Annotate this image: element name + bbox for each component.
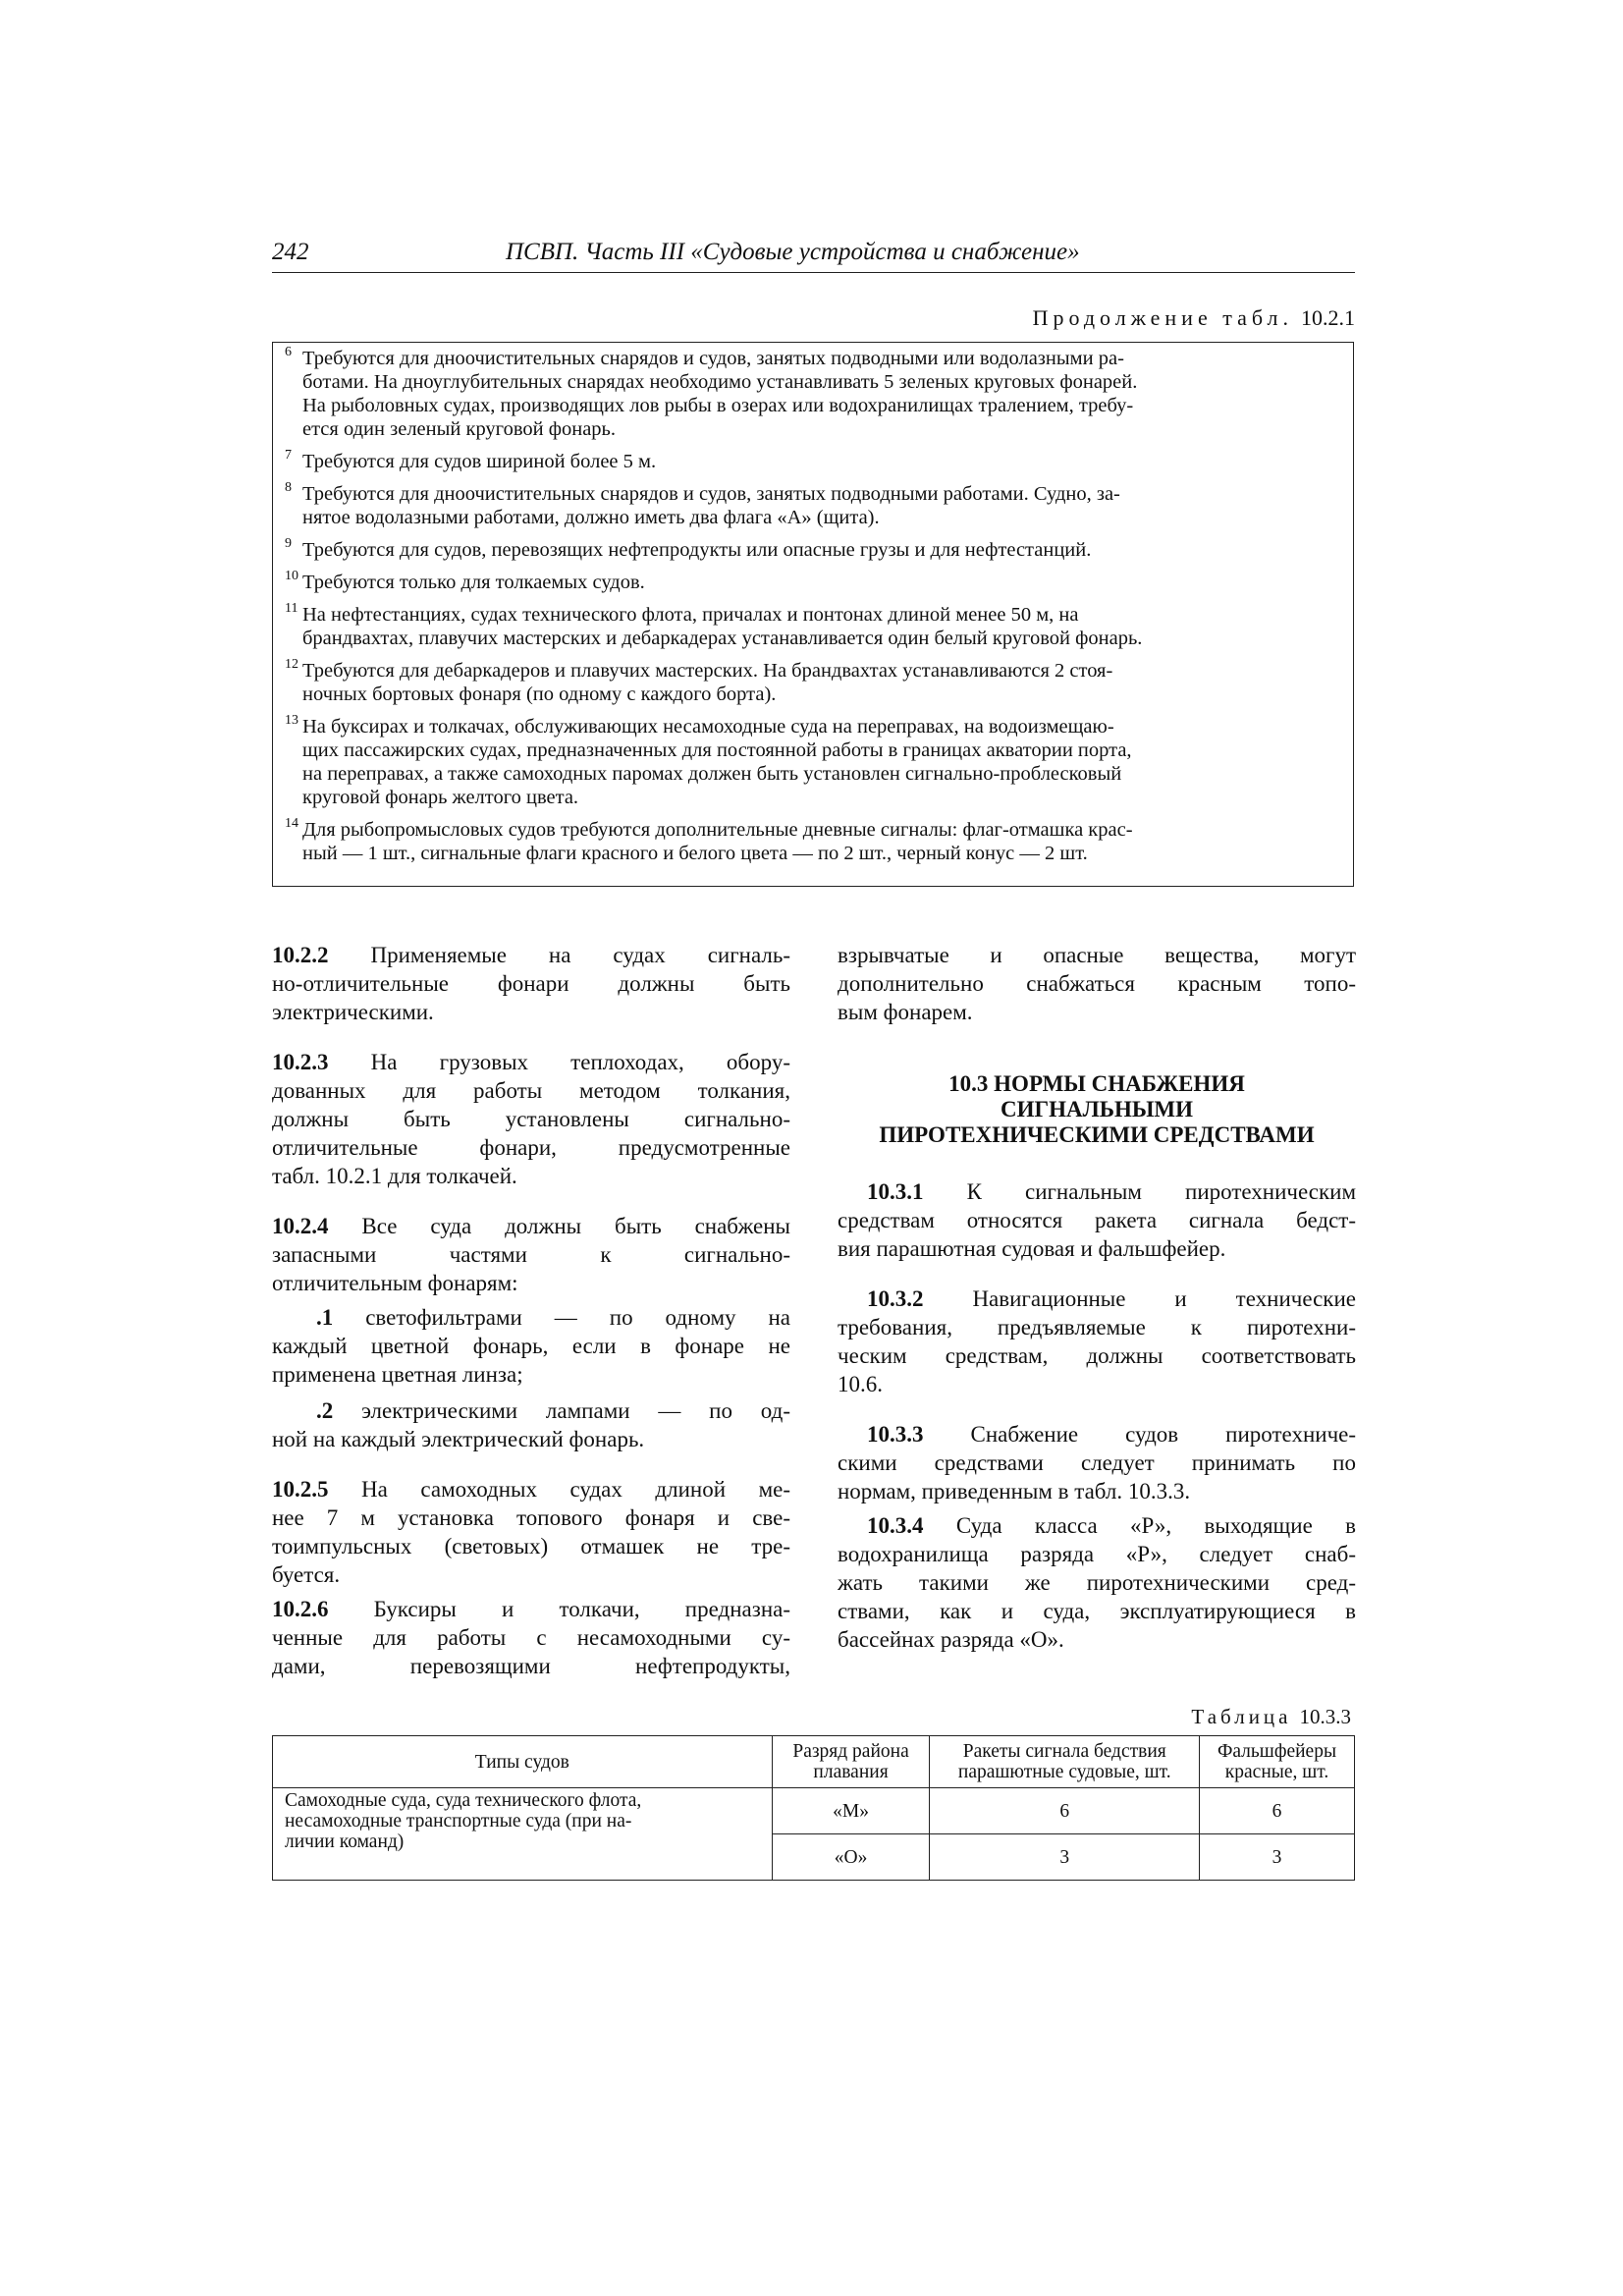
footnote-11 xyxy=(285,603,1337,650)
list-item-marker: .2 xyxy=(316,1398,334,1423)
footnote-14 xyxy=(285,818,1337,865)
list-item-marker: .1 xyxy=(316,1305,334,1330)
footnotes-box xyxy=(272,342,1354,887)
paragraph-line: ческим средствам, должны соответствовать xyxy=(838,1343,1356,1368)
footnote-marker: 8 xyxy=(285,480,292,495)
page-number: 242 xyxy=(272,239,309,265)
footnote-10 xyxy=(285,571,1337,594)
footnote-9 xyxy=(285,538,1337,562)
footnote-line: брандвахтах, плавучих мастерских и дебаркадерах устанавливается один белый круговой фонарь. xyxy=(302,628,1143,649)
area-cell: «О» xyxy=(772,1834,930,1881)
footnote-line: Требуются для дноочистительных снарядов и судов, занятых подводными или водолазными ра- xyxy=(302,348,1124,369)
paragraph-line: дованных для работы методом толкания, xyxy=(272,1078,790,1103)
paragraph-line: тоимпульсных (световых) отмашек не тре- xyxy=(272,1534,790,1558)
paragraph-number: 10.3.1 xyxy=(867,1179,924,1204)
section-heading-10-3 xyxy=(838,1071,1356,1148)
footnote-line: круговой фонарь желтого цвета. xyxy=(302,787,579,808)
list-item-line: ной на каждый электрический фонарь. xyxy=(272,1427,645,1451)
continuation-text: Продолжение табл. xyxy=(1032,305,1293,330)
paragraph-10-2-2 xyxy=(272,941,790,1026)
paragraph-line: Навигационные и технические xyxy=(923,1286,1356,1311)
rockets-cell: 6 xyxy=(930,1788,1200,1834)
paragraph-line: На самоходных судах длиной ме- xyxy=(328,1477,790,1502)
paragraph-line: ствами, как и суда, эксплуатирующиеся в xyxy=(838,1599,1356,1623)
footnote-6 xyxy=(285,347,1337,441)
paragraph-10-2-5 xyxy=(272,1475,790,1589)
paragraph-number: 10.2.2 xyxy=(272,943,329,967)
header-red-flares: Фальшфейеры красные, шт. xyxy=(1200,1736,1355,1788)
table-caption-number: 10.3.3 xyxy=(1299,1705,1351,1728)
paragraph-line: вия парашютная судовая и фальшфейер. xyxy=(838,1236,1226,1261)
paragraph-line: Суда класса «Р», выходящие в xyxy=(923,1513,1356,1538)
paragraph-10-3-3 xyxy=(838,1420,1356,1505)
footnote-line: Требуются только для толкаемых судов. xyxy=(302,572,645,593)
paragraph-line: 10.6. xyxy=(838,1372,883,1396)
left-column xyxy=(272,941,790,1702)
running-header xyxy=(272,239,1355,273)
vessel-type-cell: Самоходные суда, суда технического флота, несамоходные транспортные суда (при на- личии команд) xyxy=(273,1788,773,1881)
footnote-line: На рыболовных судах, производящих лов рыбы в озерах или водохранилищах тралением, требу- xyxy=(302,395,1134,416)
paragraph-line: бассейнах разряда «О». xyxy=(838,1627,1064,1652)
paragraph-10-3-1 xyxy=(838,1177,1356,1263)
footnote-marker: 9 xyxy=(285,536,292,551)
list-item-line: каждый цветной фонарь, если в фонаре не xyxy=(272,1334,790,1358)
footnote-line: ботами. На дноуглубительных снарядах необходимо устанавливать 5 зеленых круговых фонарей. xyxy=(302,371,1138,393)
table-caption-text: Таблица xyxy=(1191,1705,1292,1728)
paragraph-10-2-6 xyxy=(272,1595,790,1680)
table-continuation-label xyxy=(1033,305,1355,331)
paragraph-number: 10.3.3 xyxy=(867,1422,924,1447)
paragraph-line: Буксиры и толкачи, предназна- xyxy=(328,1597,790,1621)
paragraph-line: На грузовых теплоходах, обору- xyxy=(328,1050,790,1074)
section-heading-line: 10.3 НОРМЫ СНАБЖЕНИЯ xyxy=(948,1071,1245,1096)
footnote-marker: 7 xyxy=(285,448,292,463)
paragraph-line: вым фонарем. xyxy=(838,1000,973,1024)
paragraph-line: жать такими же пиротехническими сред- xyxy=(838,1570,1356,1595)
paragraph-number: 10.2.4 xyxy=(272,1214,329,1238)
paragraph-10-3-2 xyxy=(838,1285,1356,1398)
list-item-line: применена цветная линза; xyxy=(272,1362,523,1387)
paragraph-line: скими средствами следует принимать по xyxy=(838,1450,1356,1475)
footnote-marker: 12 xyxy=(285,657,298,672)
table-10-3-3 xyxy=(272,1735,1355,1881)
paragraph-number: 10.2.6 xyxy=(272,1597,329,1621)
paragraph-line: ченные для работы с несамоходными су- xyxy=(272,1625,790,1650)
paragraph-line: Применяемые на судах сигналь- xyxy=(328,943,790,967)
section-heading-line: ПИРОТЕХНИЧЕСКИМИ СРЕДСТВАМИ xyxy=(879,1122,1315,1147)
paragraph-line: средствам относятся ракета сигнала бедст- xyxy=(838,1208,1356,1232)
continuation-table-number: 10.2.1 xyxy=(1301,305,1355,330)
footnote-marker: 6 xyxy=(285,345,292,359)
paragraph-line: дами, перевозящими нефтепродукты, xyxy=(272,1654,790,1678)
table-header-row xyxy=(273,1736,1355,1788)
paragraph-line: электрическими. xyxy=(272,1000,434,1024)
paragraph-10-3-4 xyxy=(838,1511,1356,1654)
section-heading-line: СИГНАЛЬНЫМИ xyxy=(1000,1097,1194,1121)
footnote-13 xyxy=(285,715,1337,809)
footnote-marker: 13 xyxy=(285,713,298,728)
footnote-line: Требуются для судов, перевозящих нефтепродукты или опасные грузы и для нефтестанций. xyxy=(302,539,1092,561)
footnote-marker: 10 xyxy=(285,569,298,583)
paragraph-line: табл. 10.2.1 для толкачей. xyxy=(272,1164,517,1188)
paragraph-line: требования, предъявляемые к пиротехни- xyxy=(838,1315,1356,1339)
paragraph-number: 10.2.5 xyxy=(272,1477,329,1502)
paragraph-line: буется. xyxy=(272,1562,341,1587)
footnote-line: щих пассажирских судах, предназначенных для постоянной работы в границах акватории порта, xyxy=(302,739,1132,761)
footnote-line: ночных бортовых фонаря (по одному с каждого борта). xyxy=(302,683,777,705)
header-navigation-area: Разряд района плавания xyxy=(772,1736,930,1788)
list-item-line: светофильтрами — по одному на xyxy=(333,1305,790,1330)
header-vessel-types: Типы судов xyxy=(273,1736,773,1788)
list-item-1 xyxy=(272,1303,790,1389)
footnote-line: На буксирах и толкачах, обслуживающих несамоходные суда на переправах, на водоизмещаю- xyxy=(302,716,1114,738)
footnote-line: Требуются для судов шириной более 5 м. xyxy=(302,451,657,472)
footnote-marker: 11 xyxy=(285,601,298,616)
paragraph-line: запасными частями к сигнально- xyxy=(272,1242,790,1267)
paragraph-line: отличительным фонарям: xyxy=(272,1271,518,1295)
paragraph-line: взрывчатые и опасные вещества, могут xyxy=(838,943,1356,967)
rockets-cell: 3 xyxy=(930,1834,1200,1881)
list-item-2 xyxy=(272,1396,790,1453)
paragraph-number: 10.3.4 xyxy=(867,1513,924,1538)
right-column xyxy=(838,941,1356,1675)
paragraph-line: Все суда должны быть снабжены xyxy=(328,1214,790,1238)
running-title: ПСВП. Часть III «Судовые устройства и снабжение» xyxy=(506,239,1080,265)
area-cell: «М» xyxy=(772,1788,930,1834)
paragraph-line: отличительные фонари, предусмотренные xyxy=(272,1135,790,1160)
footnote-line: Для рыбопромысловых судов требуются дополнительные дневные сигналы: флаг-отмашка крас- xyxy=(302,819,1133,841)
paragraph-10-2-3 xyxy=(272,1048,790,1190)
flares-cell: 6 xyxy=(1200,1788,1355,1834)
footnote-7 xyxy=(285,450,1337,473)
footnote-line: Требуются для дноочистительных снарядов и судов, занятых подводными работами. Судно, за- xyxy=(302,483,1120,505)
footnote-marker: 14 xyxy=(285,816,298,831)
footnote-line: На нефтестанциях, судах технического флота, причалах и понтонах длиной менее 50 м, на xyxy=(302,604,1079,626)
footnote-8 xyxy=(285,482,1337,529)
paragraph-line: водохранилища разряда «Р», следует снаб- xyxy=(838,1542,1356,1566)
paragraph-line: но-отличительные фонари должны быть xyxy=(272,971,790,996)
header-distress-rockets: Ракеты сигнала бедствия парашютные судовые, шт. xyxy=(930,1736,1200,1788)
paragraph-number: 10.2.3 xyxy=(272,1050,329,1074)
table-row xyxy=(273,1788,1355,1834)
footnote-line: ется один зеленый круговой фонарь. xyxy=(302,418,617,440)
paragraph-number: 10.3.2 xyxy=(867,1286,924,1311)
footnote-12 xyxy=(285,659,1337,706)
footnote-line: Требуются для дебаркадеров и плавучих мастерских. На брандвахтах устанавливаются 2 стоя- xyxy=(302,660,1113,682)
paragraph-10-2-4 xyxy=(272,1212,790,1297)
list-item-line: электрическими лампами — по од- xyxy=(333,1398,790,1423)
footnote-line: ный — 1 шт., сигнальные флаги красного и белого цвета — по 2 шт., черный конус — 2 шт. xyxy=(302,843,1088,864)
paragraph-line: должны быть установлены сигнально- xyxy=(272,1107,790,1131)
paragraph-line: К сигнальным пиротехническим xyxy=(923,1179,1356,1204)
paragraph-line: дополнительно снабжаться красным топо- xyxy=(838,971,1356,996)
flares-cell: 3 xyxy=(1200,1834,1355,1881)
paragraph-continuation xyxy=(838,941,1356,1026)
footnote-line: нятое водолазными работами, должно иметь два флага «А» (щита). xyxy=(302,507,880,528)
paragraph-line: Снабжение судов пиротехниче- xyxy=(923,1422,1356,1447)
footnote-line: на переправах, а также самоходных паромах должен быть установлен сигнально-проблесковый xyxy=(302,763,1122,785)
table-caption xyxy=(1191,1705,1351,1729)
paragraph-line: нормам, приведенным в табл. 10.3.3. xyxy=(838,1479,1191,1503)
paragraph-line: нее 7 м установка топового фонаря и све- xyxy=(272,1505,790,1530)
